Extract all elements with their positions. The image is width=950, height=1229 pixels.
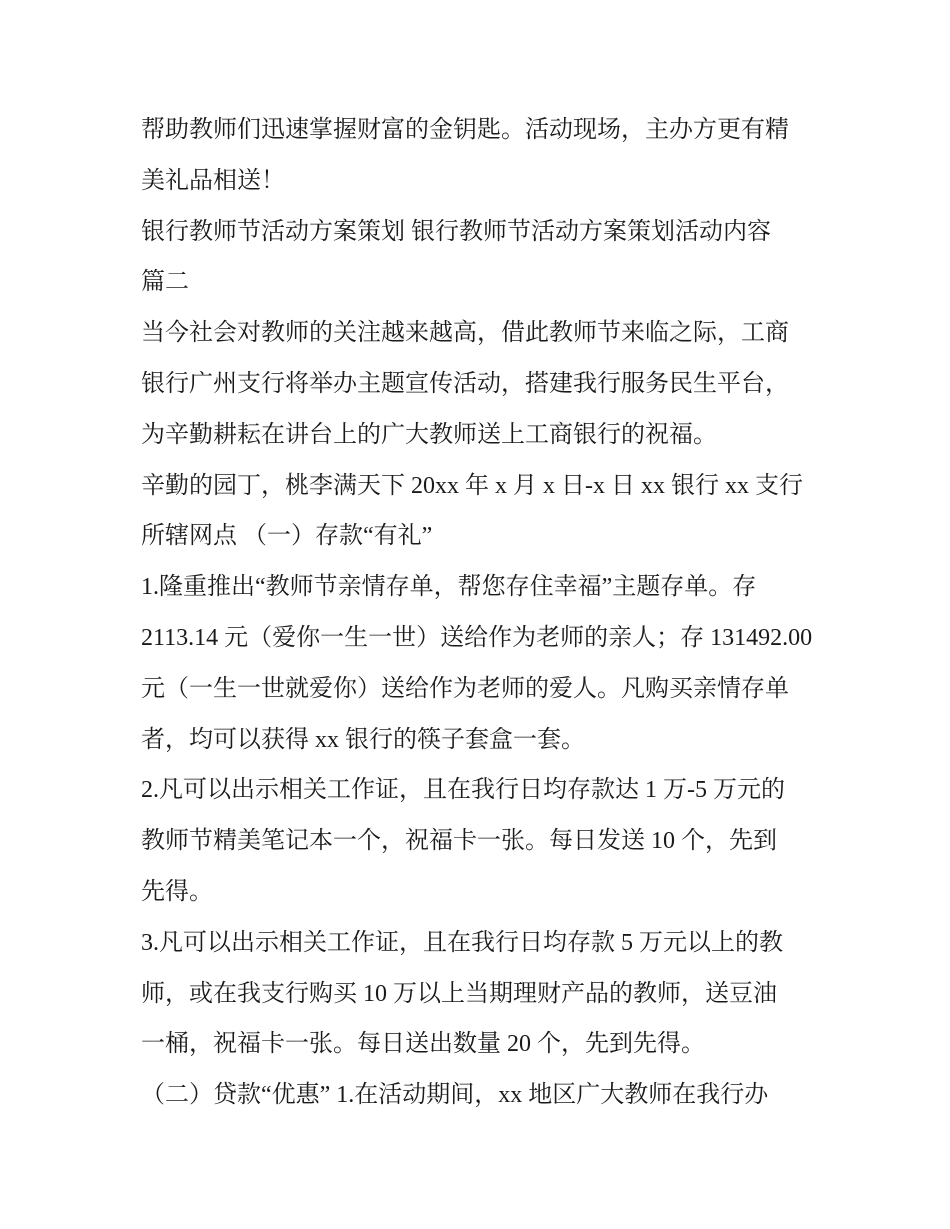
text-line: 先得。 [141,878,213,905]
text-line: 为辛勤耕耘在讲台上的广大教师送上工商银行的祝福。 [141,421,717,448]
text-line: 师，或在我支行购买 10 万以上当期理财产品的教师，送豆油 [141,980,777,1007]
text-line: 元（一生一世就爱你）送给作为老师的爱人。凡购买亲情存单 [141,675,789,702]
text-line: 银行广州支行将举办主题宣传活动，搭建我行服务民生平台， [141,370,789,397]
text-line: （二）贷款“优惠” 1.在活动期间，xx 地区广大教师在我行办 [141,1082,769,1109]
text-line: 帮助教师们迅速掌握财富的金钥匙。活动现场，主办方更有精 [141,117,789,143]
text-line: 美礼品相送！ [141,167,285,194]
text-line: 1.隆重推出“教师节亲情存单，帮您存住幸福”主题存单。存 [141,574,757,601]
section-heading: 银行教师节活动方案策划 银行教师节活动方案策划活动内容 [141,218,771,245]
text-line: 当今社会对教师的关注越来越高，借此教师节来临之际，工商 [141,320,789,347]
text-line: 所辖网点 （一）存款“有礼” [141,523,433,550]
text-line: 一桶，祝福卡一张。每日送出数量 20 个，先到先得。 [141,1031,705,1058]
text-line: 者，均可以获得 xx 银行的筷子套盒一套。 [141,726,585,753]
text-line: 2113.14 元（爱你一生一世）送给作为老师的亲人；存 131492.00 [141,624,813,651]
section-heading: 篇二 [141,269,189,296]
text-line: 2.凡可以出示相关工作证，且在我行日均存款达 1 万-5 万元的 [141,777,785,804]
text-line: 3.凡可以出示相关工作证，且在我行日均存款 5 万元以上的教 [141,929,783,956]
document-page [141,105,821,1121]
text-line: 辛勤的园丁，桃李满天下 20xx 年 x 月 x 日-x 日 xx 银行 xx 支行 [141,472,803,499]
text-line: 教师节精美笔记本一个，祝福卡一张。每日发送 10 个，先到 [141,828,777,855]
